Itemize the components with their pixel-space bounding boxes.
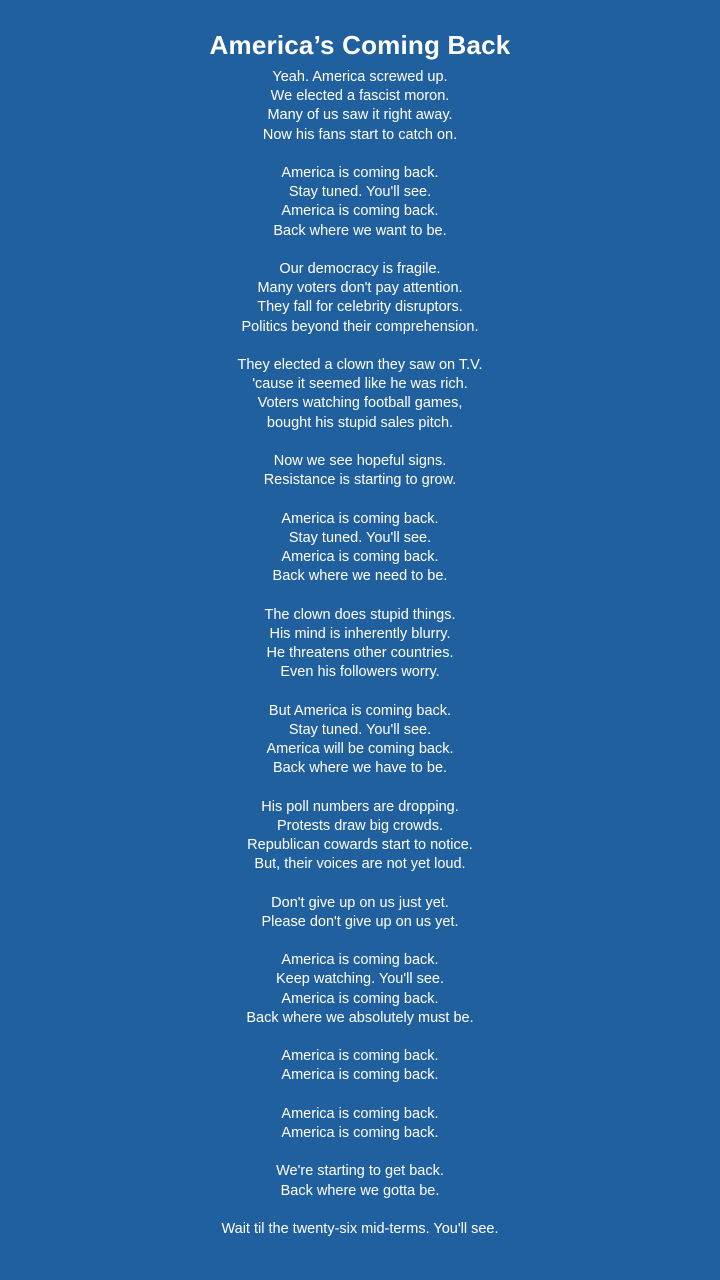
poem-line: Back where we gotta be. bbox=[280, 1182, 440, 1199]
poem-line: The clown does stupid things. bbox=[264, 606, 456, 623]
poem-line: Back where we have to be. bbox=[272, 760, 448, 777]
poem-line: Don't give up on us just yet. bbox=[271, 894, 449, 911]
poem-line: Even his followers worry. bbox=[280, 664, 440, 681]
poem-line: Republican cowards start to notice. bbox=[247, 837, 473, 853]
stanza bbox=[0, 1047, 720, 1085]
poem-line: America is coming back. bbox=[281, 1124, 439, 1141]
poem-line: Resistance is starting to grow. bbox=[263, 472, 457, 489]
stanza bbox=[0, 606, 720, 683]
stanza bbox=[0, 1105, 720, 1143]
stanza bbox=[0, 702, 720, 779]
poem-line: Stay tuned. You'll see. bbox=[288, 529, 432, 546]
poem-line: Now we see hopeful signs. bbox=[273, 453, 447, 469]
poem-line: America is coming back. bbox=[281, 510, 439, 527]
poem-title: America’s Coming Back bbox=[209, 30, 511, 60]
stanza bbox=[0, 452, 720, 490]
stanza bbox=[0, 1220, 720, 1239]
poem-line: Many of us saw it right away. bbox=[267, 107, 453, 124]
poem-line: We're starting to get back. bbox=[276, 1163, 444, 1180]
poem-line: America is coming back. bbox=[281, 1105, 439, 1122]
poem-line: His poll numbers are dropping. bbox=[261, 798, 459, 815]
stanza bbox=[0, 1162, 720, 1200]
poem-line: Politics beyond their comprehension. bbox=[241, 318, 479, 335]
poem-line: Stay tuned. You'll see. bbox=[288, 721, 432, 738]
poem-line: America will be coming back. bbox=[266, 741, 454, 757]
stanza bbox=[0, 68, 720, 145]
poem-line: We elected a fascist moron. bbox=[270, 88, 450, 105]
poem-line: But, their voices are not yet loud. bbox=[254, 856, 466, 873]
poem-line: bought his stupid sales pitch. bbox=[266, 414, 454, 431]
poem-line: Keep watching. You'll see. bbox=[275, 971, 445, 988]
poem-line: Back where we want to be. bbox=[273, 222, 447, 239]
stanza bbox=[0, 260, 720, 337]
poem-line: 'cause it seemed like he was rich. bbox=[252, 376, 468, 393]
poem-line: Please don't give up on us yet. bbox=[261, 913, 459, 930]
poem-line: Stay tuned. You'll see. bbox=[288, 184, 432, 201]
poem-line: America is coming back. bbox=[281, 1048, 439, 1065]
poem-line: Our democracy is fragile. bbox=[279, 261, 441, 277]
poem-line: Back where we absolutely must be. bbox=[246, 1009, 474, 1026]
stanza bbox=[0, 164, 720, 241]
poem-line: America is coming back. bbox=[281, 549, 439, 565]
stanza bbox=[0, 951, 720, 1028]
poem-line: His mind is inherently blurry. bbox=[269, 625, 451, 642]
poem-line: America is coming back. bbox=[281, 203, 439, 220]
poem-line: Many voters don't pay attention. bbox=[257, 280, 463, 297]
poem-line: Yeah. America screwed up. bbox=[272, 69, 448, 85]
poem-line: Now his fans start to catch on. bbox=[262, 126, 458, 143]
poem-line: Protests draw big crowds. bbox=[276, 817, 443, 834]
stanza bbox=[0, 356, 720, 433]
stanza bbox=[0, 894, 720, 932]
poem-line: They elected a clown they saw on T.V. bbox=[237, 357, 483, 373]
poem-line: America is coming back. bbox=[281, 165, 439, 181]
poem-line: Back where we need to be. bbox=[272, 568, 448, 585]
poem-line: He threatens other countries. bbox=[266, 645, 454, 661]
poem-line: America is coming back. bbox=[281, 990, 439, 1007]
poem-line: America is coming back. bbox=[281, 1067, 439, 1084]
poem-line: But America is coming back. bbox=[268, 702, 452, 719]
poem-line: They fall for celebrity disruptors. bbox=[257, 299, 463, 316]
poem-body bbox=[0, 68, 720, 1258]
stanza bbox=[0, 798, 720, 875]
poem-line: America is coming back. bbox=[281, 952, 439, 969]
poem-line: Wait til the twenty-six mid-terms. You'll see. bbox=[221, 1220, 499, 1237]
poem-line: Voters watching football games, bbox=[257, 395, 463, 412]
stanza bbox=[0, 510, 720, 587]
